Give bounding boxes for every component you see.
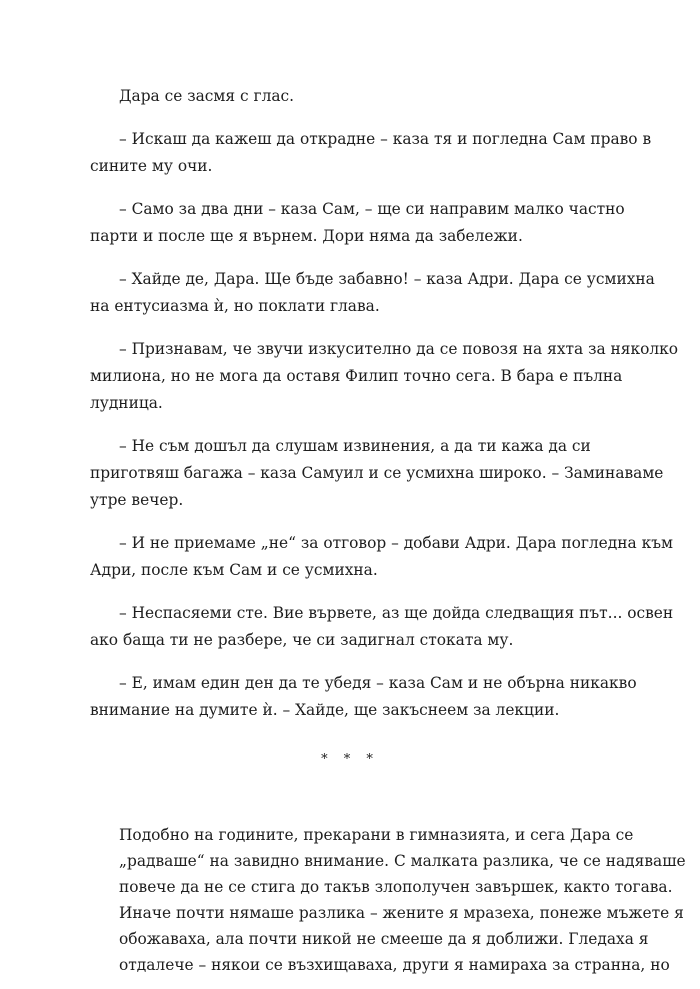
text-line: Адри, после към Сам и се усмихна.	[90, 561, 378, 579]
paragraph	[90, 530, 673, 584]
paragraph	[90, 83, 610, 110]
text-line: – Не съм дошъл да слушам извинения, а да ти кажа да си	[119, 437, 591, 455]
text-line: на ентусиазма ѝ, но поклати глава.	[90, 297, 380, 315]
text-line: милиона, но не мога да оставя Филип точно сега. В бара е пълна	[90, 367, 623, 385]
paragraph	[90, 670, 637, 724]
dialogue-section	[90, 83, 679, 724]
paragraph	[90, 600, 674, 654]
text-line: – Хайде де, Дара. Ще бъде забавно! – каза Адри. Дара се усмихна	[119, 270, 655, 288]
paragraph	[90, 433, 664, 514]
text-line: отдалече – някои се възхищаваха, други я намираха за странна, но	[119, 956, 670, 974]
text-line: ако баща ти не разбере, че си задигнал стоката му.	[90, 631, 514, 649]
text-line: обожаваха, ала почти никой не смееше да я доближи. Гледаха я	[119, 930, 649, 948]
paragraph	[90, 126, 652, 180]
text-line: Подобно на годините, прекарани в гимназията, и сега Дара се	[119, 826, 634, 844]
text-line: – Искаш да кажеш да открадне – каза тя и погледна Сам право в	[119, 130, 652, 148]
paragraph	[90, 822, 686, 978]
text-line: приготвяш багажа – каза Самуил и се усмихна широко. – Заминаваме	[90, 464, 664, 482]
text-line: – И не приемаме „не“ за отговор – добави Адри. Дара погледна към	[119, 534, 673, 552]
text-line: – Признавам, че звучи изкусително да се повозя на яхта за няколко	[119, 340, 679, 358]
text-line: Иначе почти нямаше разлика – жените я мразеха, понеже мъжете я	[119, 904, 684, 922]
text-line: „радваше“ на завидно внимание. С малката разлика, че се надяваше	[119, 852, 686, 870]
text-line: – Неспасяеми сте. Вие вървете, аз ще дойда следващия път... освен	[119, 604, 674, 622]
text-line: лудница.	[90, 394, 163, 412]
paragraph	[90, 266, 655, 320]
paragraph	[90, 336, 679, 417]
text-line: сините му очи.	[90, 157, 213, 175]
text-line: парти и после ще я върнем. Дори няма да забележи.	[90, 227, 523, 245]
section-separator: * * *	[321, 752, 379, 767]
text-line: внимание на думите ѝ. – Хайде, ще закъснеем за лекции.	[90, 701, 560, 719]
paragraph	[90, 196, 625, 250]
book-page	[90, 83, 686, 978]
text-line: – Е, имам един ден да те убедя – каза Сам и не обърна никакво	[119, 674, 637, 692]
text-line: утре вечер.	[90, 491, 184, 509]
text-line: – Само за два дни – каза Сам, – ще си направим малко частно	[119, 200, 625, 218]
text-line: повече да не се стига до такъв злополучен завършек, както тогава.	[119, 878, 673, 896]
text-line: Дара се засмя с глас.	[119, 87, 295, 105]
